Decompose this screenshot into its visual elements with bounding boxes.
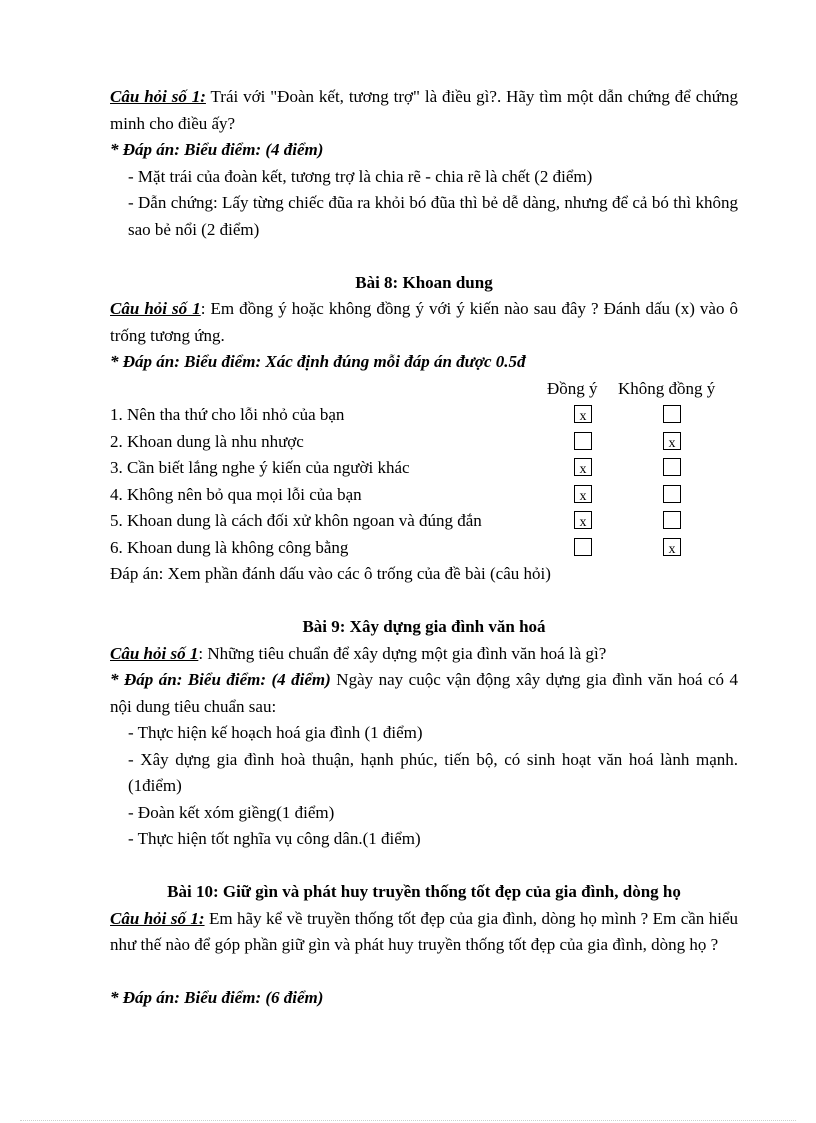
agree-checkbox[interactable]: x — [574, 405, 592, 423]
opinion-text: 5. Khoan dung là cách đối xử khôn ngoan và đúng đắn — [110, 511, 482, 530]
lesson9-title: Bài 9: Xây dựng gia đình văn hoá — [302, 617, 546, 636]
opinion-row — [110, 535, 738, 562]
lesson8-title: Bài 8: Khoan dung — [355, 272, 493, 292]
disagree-checkbox[interactable] — [663, 405, 681, 423]
opinion-text: 4. Không nên bỏ qua mọi lỗi của bạn — [110, 484, 362, 504]
opinion-row — [110, 455, 738, 482]
lesson10-q-text: Em hãy kể về truyền thống tốt đẹp của gia đình, dòng họ mình ? Em cần hiểu như thế nào để góp phần giữ gìn và phát huy truyền thống tốt đẹp của gia đình, dòng họ ? — [110, 908, 738, 954]
lesson9-q-label: Câu hỏi số 1 — [110, 643, 199, 663]
lesson8-note: Đáp án: Xem phần đánh dấu vào các ô trống của đề bài (câu hỏi) — [110, 564, 551, 583]
lesson8-q-label: Câu hỏi số 1 — [110, 299, 201, 318]
lesson9-answer — [110, 667, 738, 720]
q1-answer-label: * Đáp án: Biểu điểm: (4 điểm) — [110, 140, 324, 159]
lesson9-question — [110, 641, 738, 668]
agree-checkbox[interactable] — [574, 432, 592, 450]
lesson9-answer-text: Ngày nay cuộc vận động xây dựng gia đình văn hoá có 4 nội dung tiêu chuẩn sau: — [110, 670, 738, 716]
lesson8-question — [110, 296, 738, 349]
lesson9-answer-item: - Thực hiện tốt nghĩa vụ công dân.(1 điểm) — [128, 829, 421, 848]
col-disagree-header: Không đồng ý — [618, 378, 716, 398]
q1-text: Trái với "Đoàn kết, tương trợ" là điều gì?. Hãy tìm một dẫn chứng để chứng minh cho điều ấy? — [110, 87, 738, 133]
lesson9-answer-item: - Xây dựng gia đình hoà thuận, hạnh phúc, tiến bộ, có sinh hoạt văn hoá lành mạnh.(1điểm) — [128, 749, 738, 795]
q1-question — [110, 84, 738, 137]
q1-answer-item: - Mặt trái của đoàn kết, tương trợ là chia rẽ - chia rẽ là chết (2 điểm) — [128, 166, 593, 186]
q1-answer-item: - Dẫn chứng: Lấy từng chiếc đũa ra khỏi bó đũa thì bẻ dễ dàng, nhưng để cả bó thì không sao bẻ nổi (2 điểm) — [128, 193, 738, 239]
opinion-text: 3. Cần biết lắng nghe ý kiến của người khác — [110, 458, 410, 477]
opinion-row — [110, 402, 738, 429]
disagree-checkbox[interactable] — [663, 511, 681, 529]
col-agree-header: Đồng ý — [547, 378, 598, 398]
q1-label: Câu hỏi số 1: — [110, 87, 206, 106]
opinion-row — [110, 429, 738, 456]
disagree-checkbox[interactable] — [663, 485, 681, 503]
disagree-checkbox[interactable] — [663, 458, 681, 476]
lesson9-answer-label: * Đáp án: Biểu điểm: (4 điểm) — [110, 670, 331, 689]
lesson8-table-header — [110, 376, 738, 403]
lesson10-q-label: Câu hỏi số 1: — [110, 908, 205, 928]
agree-checkbox[interactable]: x — [574, 458, 592, 476]
lesson8-answer-label: * Đáp án: Biểu điểm: Xác định đúng mỗi đáp án được 0.5đ — [110, 352, 526, 371]
agree-checkbox[interactable]: x — [574, 485, 592, 503]
opinion-text: 2. Khoan dung là nhu nhược — [110, 431, 304, 451]
document-page — [110, 84, 738, 1012]
lesson9-q-text: : Những tiêu chuẩn để xây dựng một gia đình văn hoá là gì? — [198, 643, 607, 663]
lesson9-answer-item: - Đoàn kết xóm giềng(1 điểm) — [128, 802, 335, 822]
agree-checkbox[interactable] — [574, 538, 592, 556]
opinion-row — [110, 508, 738, 535]
lesson8-q-text: : Em đồng ý hoặc không đồng ý với ý kiến nào sau đây ? Đánh dấu (x) vào ô trống tương ứng. — [110, 299, 739, 345]
lesson9-answer-item: - Thực hiện kế hoạch hoá gia đình (1 điểm) — [128, 723, 423, 742]
opinion-text: 6. Khoan dung là không công bằng — [110, 537, 349, 557]
disagree-checkbox[interactable]: x — [663, 538, 681, 556]
opinion-text: 1. Nên tha thứ cho lỗi nhỏ của bạn — [110, 405, 345, 424]
lesson10-title: Bài 10: Giữ gìn và phát huy truyền thống tốt đẹp của gia đình, dòng họ — [167, 882, 681, 901]
lesson10-question — [110, 906, 738, 959]
disagree-checkbox[interactable]: x — [663, 432, 681, 450]
agree-checkbox[interactable]: x — [574, 511, 592, 529]
lesson10-answer-label: * Đáp án: Biểu điểm: (6 điểm) — [110, 988, 324, 1007]
opinion-row — [110, 482, 738, 509]
page-bottom-border — [20, 1120, 796, 1121]
